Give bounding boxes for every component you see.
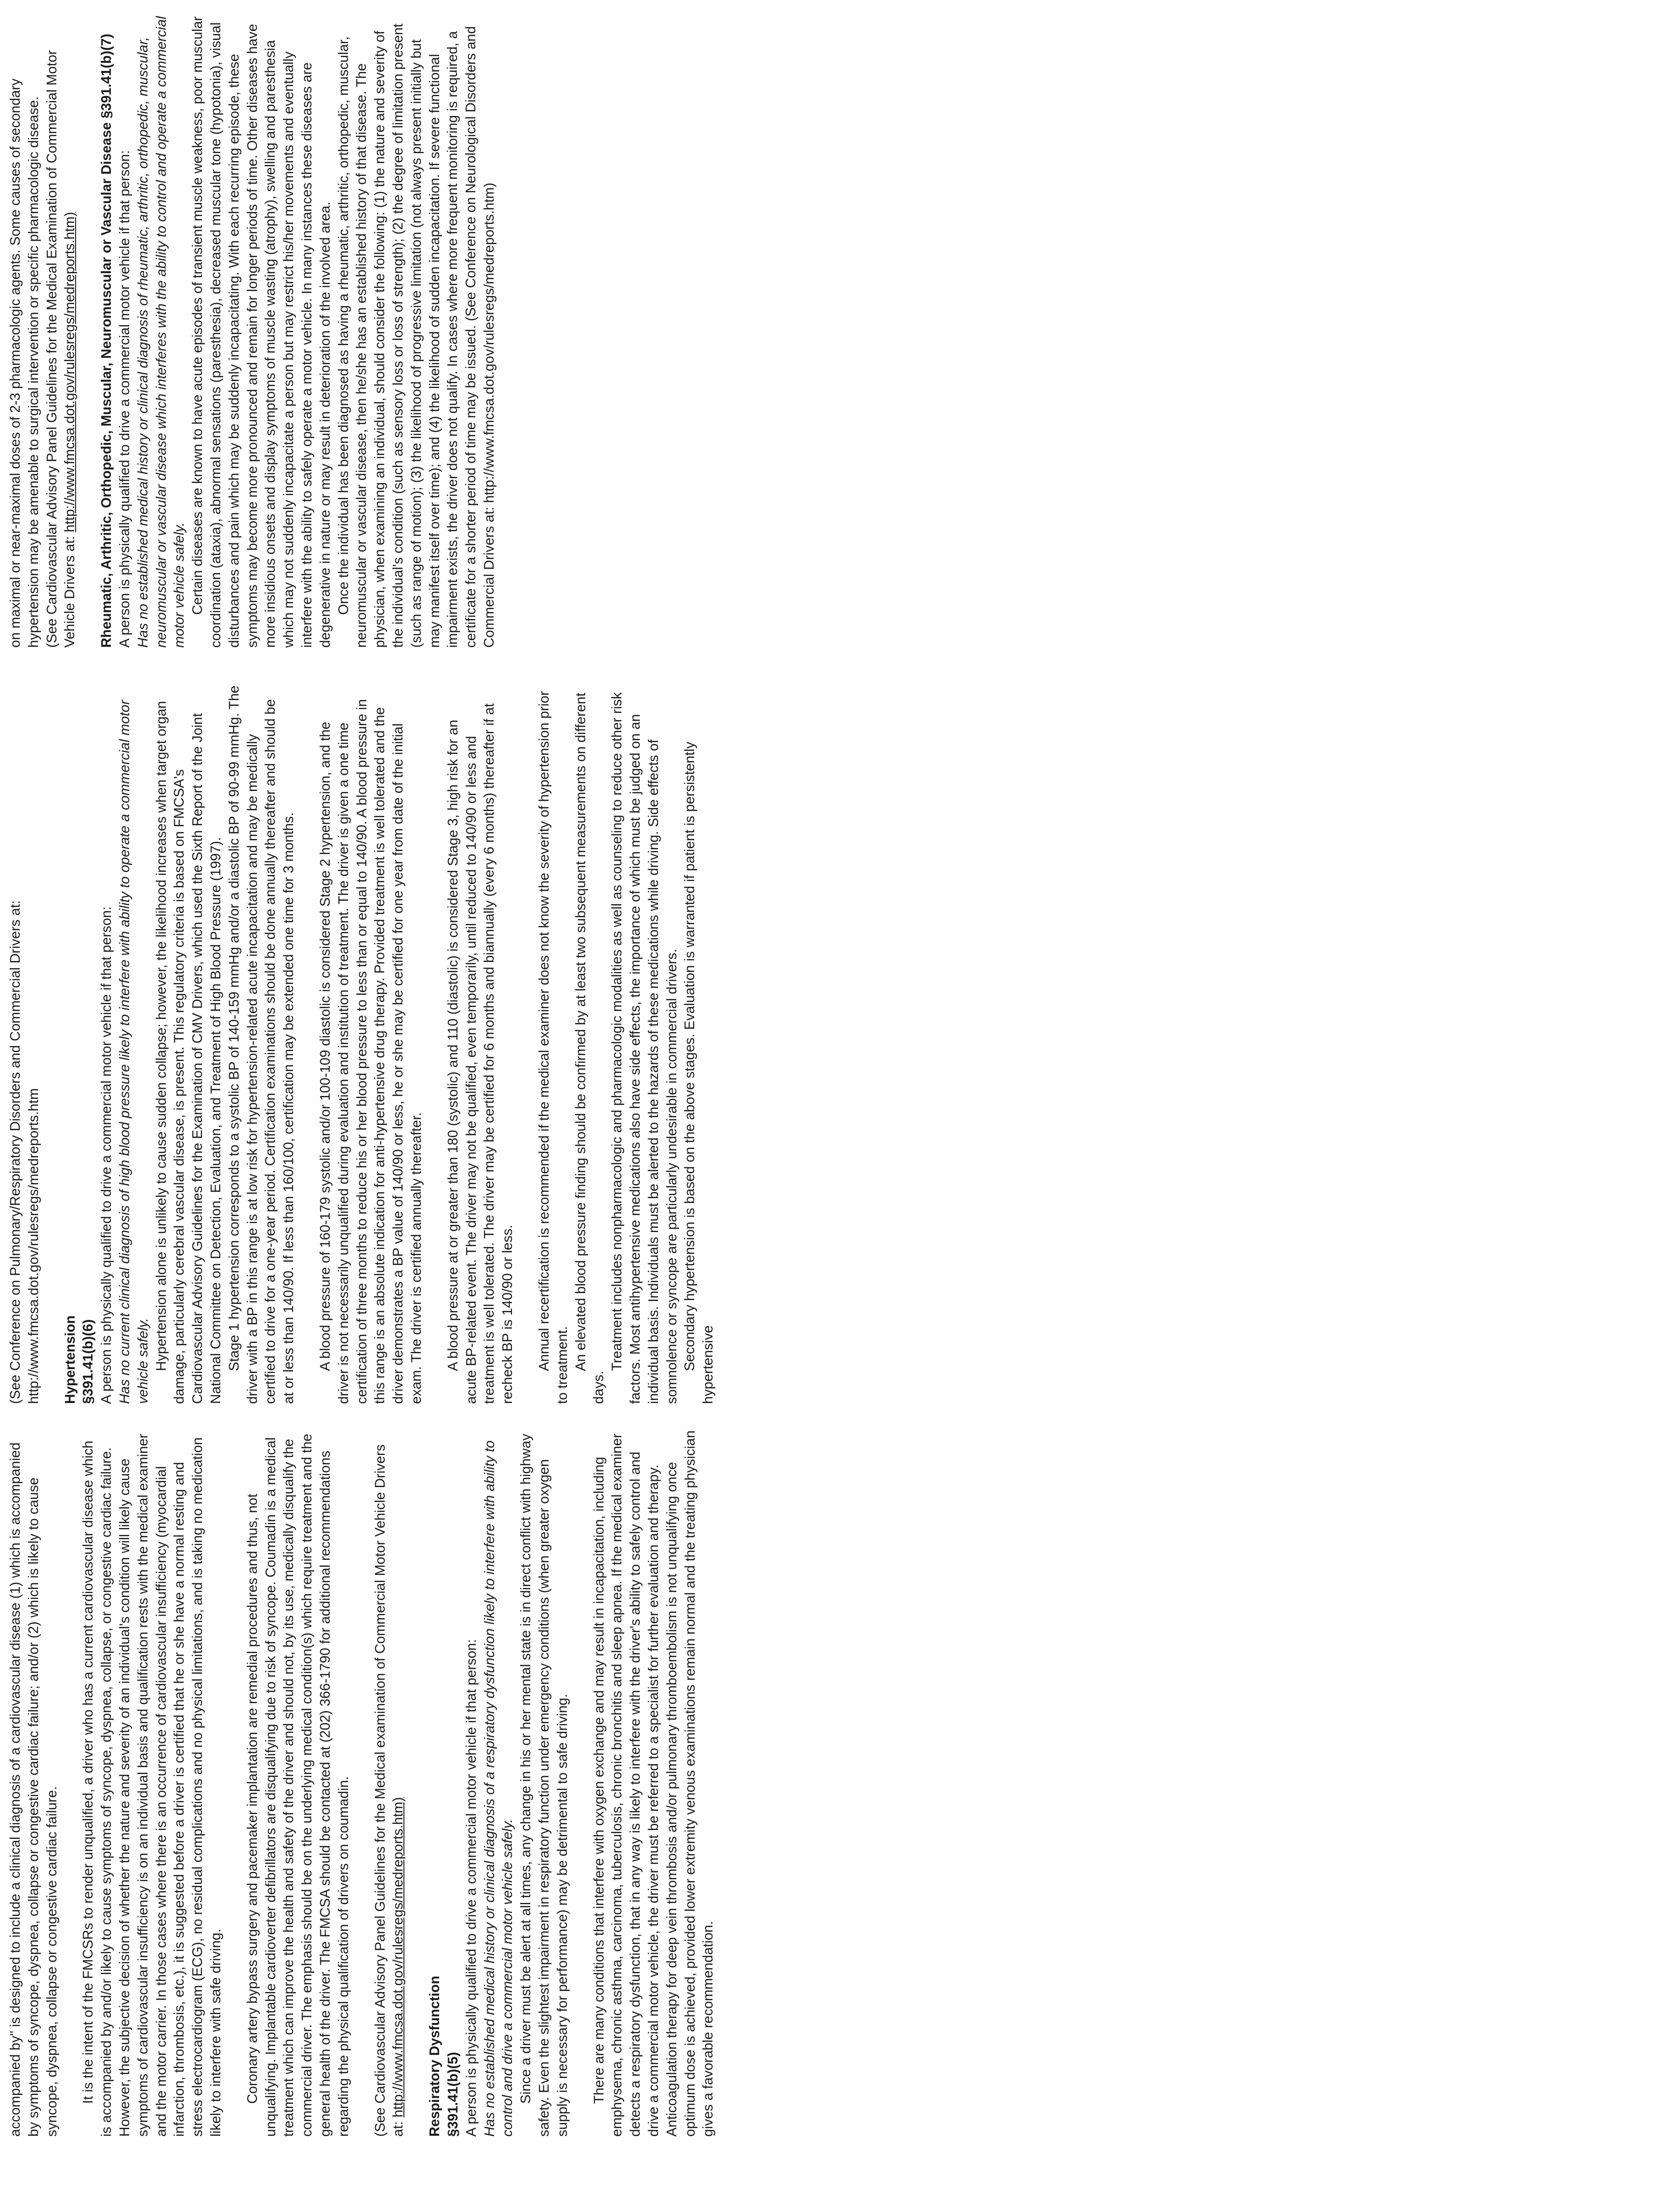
reference-link[interactable]: http://www.fmcsa.dot.gov/rulesregs/medreports.htm): [62, 212, 78, 533]
paragraph: A person is physically qualified to drive a commercial motor vehicle if that person:: [116, 150, 132, 648]
paragraph: Annual recertification is recommended if the medical examiner does not know the severity of hypertension prior to treatment.: [536, 691, 570, 1404]
reference-link[interactable]: http://www.fmcsa.dot.gov/rulesregs/medreports.htm): [390, 1797, 406, 2117]
reference-note: [43, 16, 80, 648]
paragraph: Certain diseases are known to have acute episodes of transient muscle weakness, poor muscular coordination (ataxia), abnormal sensations (paresthesia), decreased muscular tone (hypotonia), visual disturbances and pain which may be suddenly incapacitating. With each recurring episode, these symptoms may become more pronounced and remain for longer periods of time. Other diseases have more insidious onsets and display symptoms of muscle wasting (atrophy), swelling and paresthesia which may not suddenly incapacitate a person but may restrict his/her movements and eventually interfere with the ability to safely operate a motor vehicle. In many instances these diseases are degenerative in nature or may result in deterioration of the involved area.: [190, 16, 333, 648]
section-heading: Respiratory Dysfunction: [427, 1976, 443, 2137]
section-citation: §391.41(b)(6): [80, 1319, 96, 1404]
section-citation: §391.41(b)(5): [445, 2052, 461, 2137]
paragraph: There are many conditions that interfere with oxygen exchange and may result in incapacitation, including emphysema, chronic asthma, carcinoma, tuberculosis, chronic bronchitis and sleep apnea. If the medical examiner detects a respiratory dysfunction, that in any way is likely to interfere with the driver's ability to safely control and drive a commercial motor vehicle, the driver must be referred to a specialist for further evaluation and therapy. Anticoagulation therapy for deep vein thrombosis and/or pulmonary thromboembolism is not unqualifying once optimum dose is achieved, provided lower extremity venous examinations remain normal and the treating physician gives a favorable recommendation.: [591, 1430, 716, 2137]
paragraph: A person is physically qualified to drive a commercial motor vehicle if that person:: [99, 906, 115, 1404]
text-column-middle: [7, 685, 1669, 1404]
paragraph: A person is physically qualified to drive a commercial motor vehicle if that person:: [463, 1639, 479, 2137]
reference-note: [372, 1427, 408, 2137]
paragraph: A blood pressure at or greater than 180 (systolic) and 110 (diastolic) is considered Stage 3, high risk for an acute BP-related event. The driver may not be qualified, even temporarily, until reduced to 140/90 or less and treatment is well tolerated. The driver may be certified for 6 months and biannually (every 6 months) thereafter if at recheck BP is 140/90 or less.: [445, 703, 516, 1404]
section-heading: Rheumatic, Arthritic, Orthopedic, Muscular, Neuromuscular or Vascular Disease §391.41(b)(7): [99, 33, 115, 648]
paragraph: [335, 16, 499, 648]
paragraph-text: Once the individual has been diagnosed as having a rheumatic, arthritic, orthopedic, muscular, neuromuscular or vascular disease, then he/she has an established history of that disease. The physician, when examining an individual, should consider the following: (1) the nature and severity of the individual's condition (such as sensory loss or loss of strength); (2) the degree of limitation present (such as range of motion); (3) the likelihood of progressive limitation (not always present initially but may manifest itself over time); and (4) the likelihood of sudden incapacitation. If severe functional impairment exists, the driver does not qualify. In cases where more frequent monitoring is required, a certificate for a shorter period of time may be issued. (See Conference on Neurological Disorders and Commercial Drivers at:: [335, 23, 497, 648]
reference-text: (See Conference on Pulmonary/Respiratory Disorders and Commercial Drivers at:: [8, 900, 23, 1404]
regulation-quote: Has no established medical history or clinical diagnosis of rheumatic, arthritic, orthopedic, muscular, neuromuscular or vascular disease which interferes with the ability to control and operate a commercial motor vehicle safely.: [135, 16, 187, 648]
reference-text: (See Cardiovascular Advisory Panel Guidelines for the Medical examination of Commercial Motor Vehicle Drivers at:: [372, 1444, 406, 2137]
paragraph: on maximal or near-maximal doses of 2-3 pharmacologic agents. Some causes of secondary hypertension may be amenable to surgical intervention or specific pharmacologic disease.: [8, 78, 41, 648]
paragraph: It is the intent of the FMCSRs to render unqualified, a driver who has a current cardiovascular disease which is accompanied by and/or likely to cause symptoms of syncope, dyspnea, collapse, or congestive cardiac failure. However, the subjective decision of whether the nature and severity of an individual's condition will likely cause symptoms of cardiovascular insufficiency is on an individual basis and qualification rests with the medical examiner and the motor carrier. In those cases where there is an occurrence of cardiovascular insufficiency (myocardial infarction, thrombosis, etc.), it is suggested before a driver is certified that he or she have a normal resting and stress electrocardiogram (ECG), no residual complications and no physical limitations, and is taking no medication likely to interfere with safe driving.: [80, 1434, 224, 2137]
section-heading: Hypertension: [62, 1315, 78, 1404]
paragraph: Since a driver must be alert at all times, any change in his or her mental state is in direct conflict with highway safety. Even the slightest impairment in respiratory function under emergency conditions (when greater oxygen supply is necessary for performance) may be detrimental to safe driving.: [518, 1434, 570, 2137]
paragraph: A blood pressure of 160-179 systolic and/or 100-109 diastolic is considered Stage 2 hypertension, and the driver is not necessarily unqualified during evaluation and institution of treatment. The driver is given a one time certification of three months to reduce his or her blood pressure to less than or equal to 140/90. A blood pressure in this range is an absolute indication for anti-hypertensive drug therapy. Provided treatment is well tolerated and the driver demonstrates a BP value of 140/90 or less, he or she may be certified for one year from date of the initial exam. The driver is certified annually thereafter.: [317, 699, 424, 1404]
paragraph: Coronary artery bypass surgery and pacemaker implantation are remedial procedures and thus, not unqualifying. Implantable cardioverter defibrillators are disqualifying due to risk of syncope. Coumadin is a medical treatment which can improve the health and safety of the driver and should not, by its use, medically disqualify the commercial driver. The emphasis should be on the underlying medical condition(s) which require treatment and the general health of the driver. The FMCSA should be contacted at (202) 366-1790 for additional recommendations regarding the physical qualification of drivers on coumadin.: [244, 1434, 351, 2137]
paragraph: Stage 1 hypertension corresponds to a systolic BP of 140-159 mmHg and/or a diastolic BP of 90-99 mmHg. The driver with a BP in this range is at low risk for hypertension-related acute incapacitation and may be medically certified to drive for a one-year period. Certification examinations should be done annually thereafter and should be at or less than 140/90. If less than 160/100, certification may be extended one time for 3 months.: [226, 685, 297, 1404]
paragraph: Hypertension alone is unlikely to cause sudden collapse; however, the likelihood increases when target organ damage, particularly cerebral vascular disease, is present. This regulatory criteria is based on FMCSA's Cardiovascular Advisory Guidelines for the Examination of CMV Drivers, which used the Sixth Report of the Joint National Committee on Detection, Evaluation, and Treatment of High Blood Pressure (1997).: [153, 701, 224, 1404]
reference-text: (See Cardiovascular Advisory Panel Guidelines for the Medical Examination of Commercial Motor Vehicle Drivers at:: [44, 50, 78, 648]
paragraph: Treatment includes nonpharmacologic and pharmacologic modalities as well as counseling to reduce other risk factors. Most antihypertensive medications also have side effects, the importance of which must be judged on an individual basis. Individuals must be alerted to the hazards of these medications while driving. Side effects of somnolence or syncope are particularly undesirable in commercial drivers.: [609, 692, 680, 1404]
paragraph: An elevated blood pressure finding should be confirmed by at least two subsequent measurements on different days.: [573, 692, 607, 1404]
reference-link[interactable]: http://www.fmcsa.dot.gov/rulesregs/medreports.htm): [481, 182, 497, 503]
reference-link[interactable]: http://www.fmcsa.dot.gov/rulesregs/medreports.htm: [25, 1088, 41, 1404]
text-column-right: [7, 16, 1669, 648]
regulation-quote: Has no established medical history or clinical diagnosis of a respiratory dysfunction likely to interfere with ability to control and drive a commercial motor vehicle safely.: [481, 1440, 516, 2137]
paragraph: Secondary hypertension is based on the above stages. Evaluation is warranted if patient is persistently hypertensive: [682, 742, 716, 1404]
reference-note: [7, 685, 43, 1404]
regulation-quote: Has no current clinical diagnosis of high blood pressure likely to interfere with ability to operate a commercial motor vehicle safely.: [116, 700, 151, 1404]
paragraph: accompanied by" is designed to include a clinical diagnosis of a cardiovascular disease (1) which is accompanied by symptoms of syncope, dyspnea, collapse or congestive cardiac failure; and/or (2) which is likely to cause syncope, dyspnea, collapse or congestive cardiac failure.: [8, 1442, 60, 2137]
text-column-left: [7, 1427, 1669, 2137]
